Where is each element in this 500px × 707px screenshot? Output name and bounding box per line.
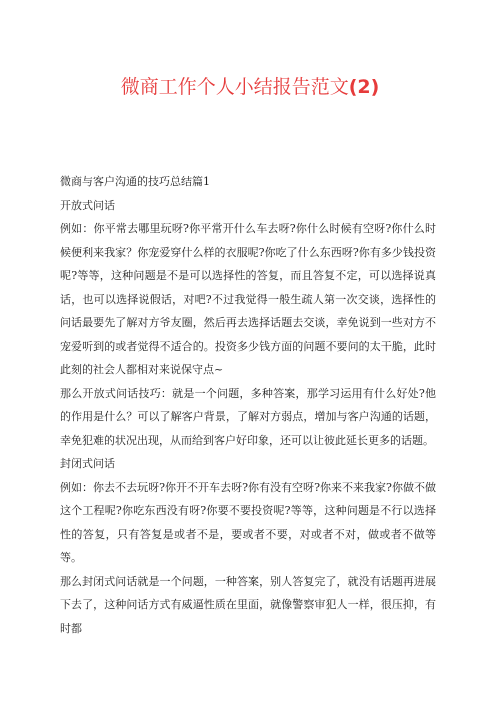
document-title-suffix: (2) xyxy=(348,76,380,98)
paragraph-closed-technique: 那么封闭式问话就是一个问题，一种答案，别人答复完了，就没有话题再进展下去了，这种问话方式有威逼性质在里面，就像警察审犯人一样，很压抑，有时都 xyxy=(60,574,436,635)
paragraph-open-examples: 例如：你平常去哪里玩呀?你平常开什么车去呀?你什么时候有空呀?你什么时候便利来我家？你宠爱穿什么样的衣服呢?你吃了什么东西呀?你有多少钱投资呢?等等，这种问题是不是可以选择性的答复，而且答复不定，可以选择说真话，也可以选择说假话，对吧?不过我觉得一般生疏人第一次交谈，选择性的问话最要先了解对方爷友圈，然后再去选择话题去交谈，幸免说到一些对方不宠爱听到的或者觉得不适合的。投资多少钱方面的问题不要问的太干脆，此时此刻的社会人都相对来说保守点~ xyxy=(60,222,436,376)
paragraph-open-technique: 那么开放式问话技巧：就是一个问题，多种答案，那学习运用有什么好处?他的作用是什么？可以了解客户背景，了解对方弱点，增加与客户沟通的话题，幸免犯难的状况出现，从而给到客户好印象，还可以让彼此延长更多的话题。 xyxy=(60,386,436,447)
document-title-main: 微商工作个人小结报告范文 xyxy=(120,76,349,98)
subheading-closed-questions: 封闭式问话 xyxy=(60,457,115,470)
subheading-open-questions: 开放式问话 xyxy=(60,198,115,212)
section-heading: 微商与客户沟通的技巧总结篇1 xyxy=(60,175,210,188)
document-body xyxy=(60,170,436,640)
paragraph-closed-examples: 例如：你去不去玩呀?你开不开车去呀?你有没有空呀?你来不来我家?你做不做这个工程呢?你吃东西没有呀?你要不要投资呢?等等，这种问题是不行以选择性的答复，只有答复是或者不是，要或者不要，对或者不对，做或者不做等等。 xyxy=(60,480,436,564)
document-title xyxy=(0,72,500,102)
